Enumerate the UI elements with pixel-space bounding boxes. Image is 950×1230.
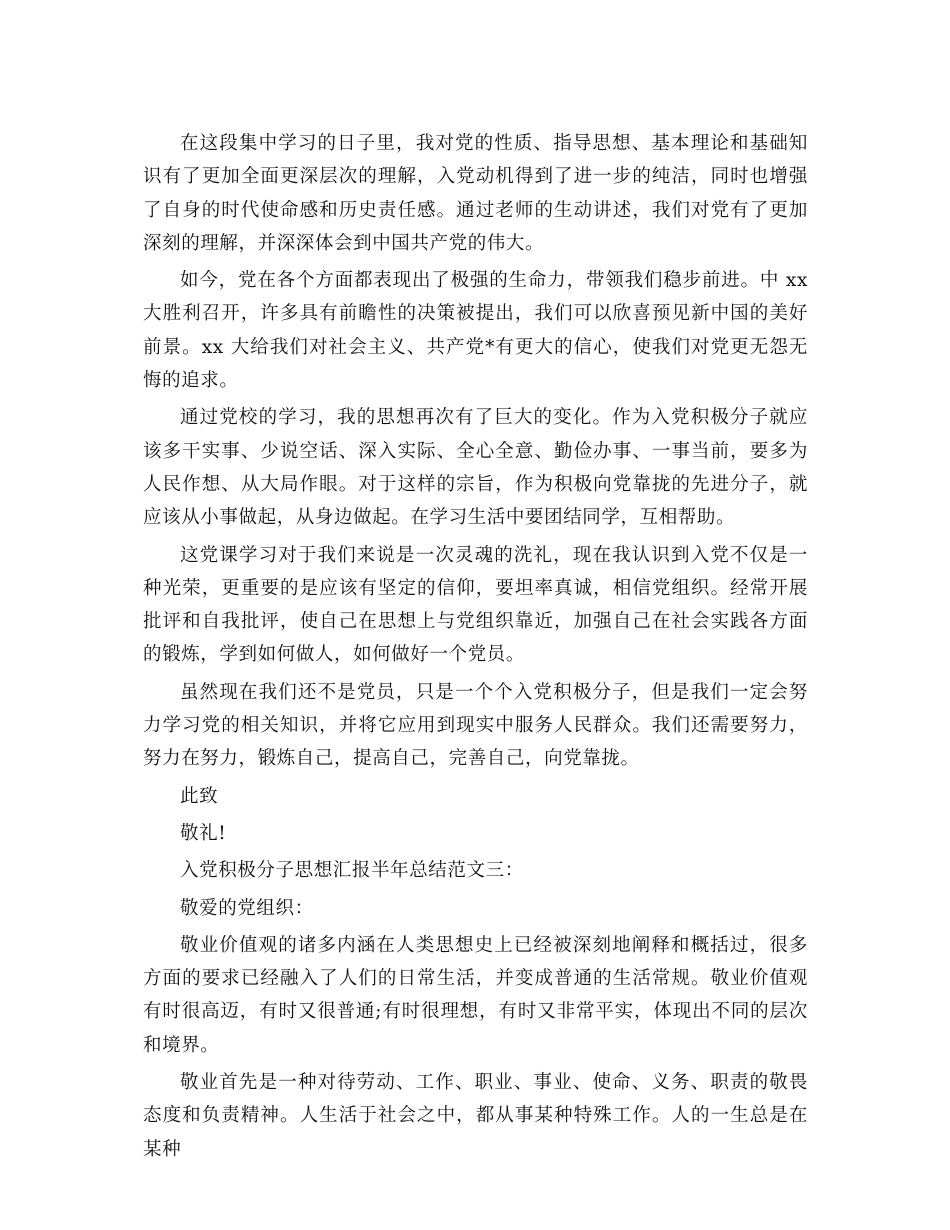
closing-line-1: 此致 xyxy=(180,785,219,807)
salutation: 敬爱的党组织： xyxy=(180,897,314,919)
section-title: 入党积极分子思想汇报半年总结范文三： xyxy=(180,860,524,882)
paragraph-1: 在这段集中学习的日子里，我对党的性质、指导思想、基本理论和基础知识有了更加全面更深层次的理解，入党动机得到了进一步的纯洁，同时也增强了自身的时代使命感和历史责任感。通过老师的生动讲述，我们对党有了更加深刻的理解，并深深体会到中国共产党的伟大。 xyxy=(143,133,808,254)
paragraph-6: 敬业价值观的诸多内涵在人类思想史上已经被深刻地阐释和概括过，很多方面的要求已经融入了人们的日常生活，并变成普通的生活常规。敬业价值观有时很高迈，有时又很普通;有时很理想，有时又非常平实，体现出不同的层次和境界。 xyxy=(143,934,808,1056)
paragraph-3: 通过党校的学习，我的思想再次有了巨大的变化。作为入党积极分子就应该多干实事、少说空话、深入实际、全心全意、勤俭办事、一事当前，要多为人民作想、从大局作眼。对于这样的宗旨，作为积极向党靠拢的先进分子，就应该从小事做起，从身边做起。在学习生活中要团结同学，互相帮助。 xyxy=(143,407,808,529)
document-body xyxy=(143,127,808,1166)
closing-line-2: 敬礼! xyxy=(180,822,227,844)
paragraph-2: 如今，党在各个方面都表现出了极强的生命力，带领我们稳步前进。中 xx 大胜利召开，许多具有前瞻性的决策被提出，我们可以欣喜预见新中国的美好前景。xx 大给我们对社会主义、共产党*有更大的信心，使我们对党更无怨无悔的追求。 xyxy=(143,270,808,392)
paragraph-5: 虽然现在我们还不是党员，只是一个个入党积极分子，但是我们一定会努力学习党的相关知识，并将它应用到现实中服务人民群众。我们还需要努力，努力在努力，锻炼自己，提高自己，完善自己，向党靠拢。 xyxy=(143,681,808,770)
paragraph-7: 敬业首先是一种对待劳动、工作、职业、事业、使命、义务、职责的敬畏态度和负责精神。人生活于社会之中，都从事某种特殊工作。人的一生总是在某种 xyxy=(143,1072,808,1160)
paragraph-4: 这党课学习对于我们来说是一次灵魂的洗礼，现在我认识到入党不仅是一种光荣，更重要的是应该有坚定的信仰，要坦率真诚，相信党组织。经常开展批评和自我批评，使自己在思想上与党组织靠近，加强自己在社会实践各方面的锻炼，学到如何做人，如何做好一个党员。 xyxy=(143,544,808,666)
